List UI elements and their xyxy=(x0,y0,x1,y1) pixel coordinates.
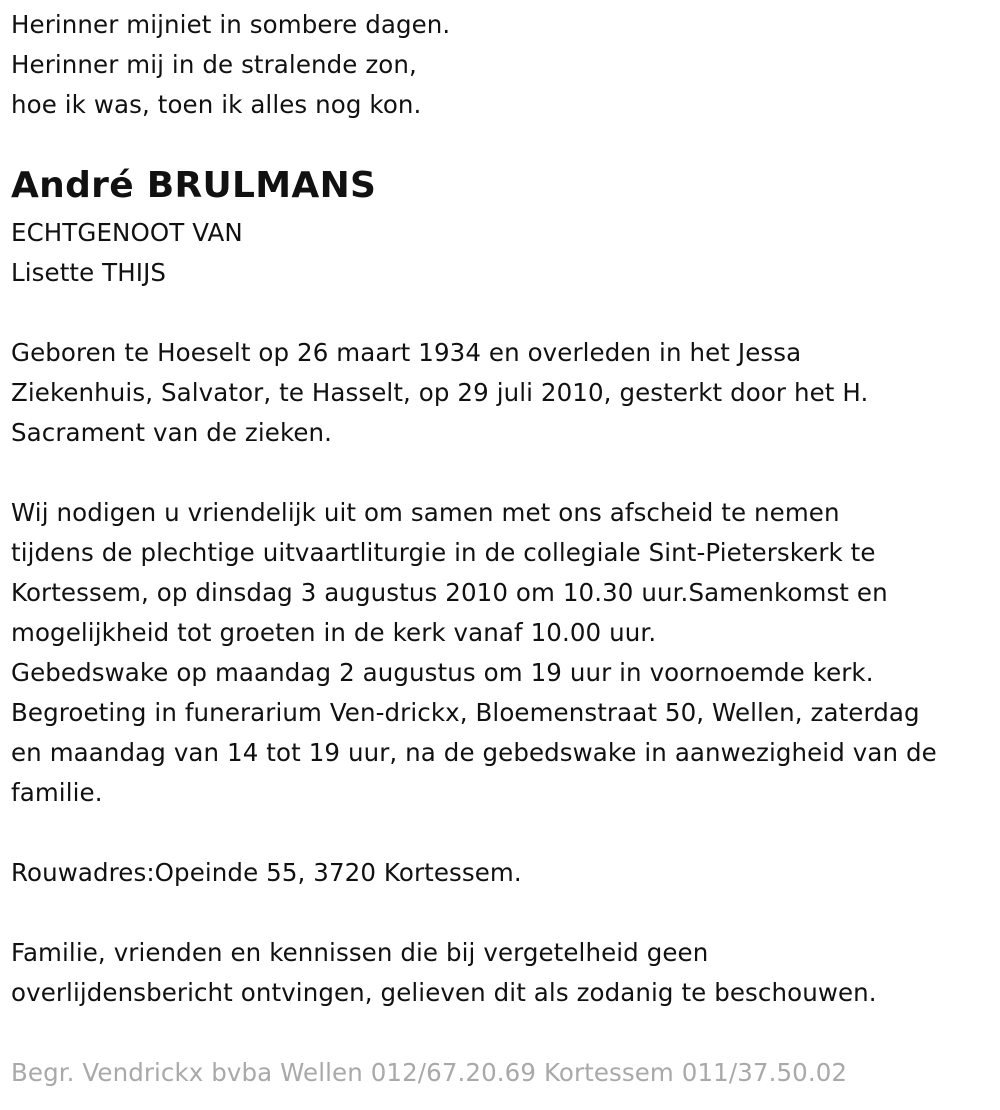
paragraph-line: Geboren te Hoeselt op 26 maart 1934 en overleden in het Jessa xyxy=(11,338,802,367)
paragraph-line: Wij nodigen u vriendelijk uit om samen met ons afscheid te nemen xyxy=(11,498,840,527)
paragraph-line: Sacrament van de zieken. xyxy=(11,418,333,447)
paragraph-line: Begroeting in funerarium Ven-drickx, Bloemenstraat 50, Wellen, zaterdag xyxy=(11,698,920,727)
paragraph-line: mogelijkheid tot groeten in de kerk vanaf 10.00 uur. xyxy=(11,618,657,647)
paragraph-line: familie. xyxy=(11,778,103,807)
poem-line: Herinner mijniet in sombere dagen. xyxy=(11,10,451,39)
spouse-name: Lisette THIJS xyxy=(11,258,167,287)
paragraph-line: Familie, vrienden en kennissen die bij vergetelheid geen xyxy=(11,938,709,967)
relation-label: ECHTGENOOT VAN xyxy=(11,218,243,247)
mourning-address: Rouwadres:Opeinde 55, 3720 Kortessem. xyxy=(11,858,522,887)
paragraph-line: Gebedswake op maandag 2 augustus om 19 uur in voornoemde kerk. xyxy=(11,658,874,687)
deceased-name: André BRULMANS xyxy=(11,165,377,206)
paragraph-line: Ziekenhuis, Salvator, te Hasselt, op 29 juli 2010, gesterkt door het H. xyxy=(11,378,869,407)
poem-line: hoe ik was, toen ik alles nog kon. xyxy=(11,90,422,119)
poem-line: Herinner mij in de stralende zon, xyxy=(11,50,417,79)
paragraph-line: tijdens de plechtige uitvaartliturgie in de collegiale Sint-Pieterskerk te xyxy=(11,538,876,567)
funeral-home-footer: Begr. Vendrickx bvba Wellen 012/67.20.69 Kortessem 011/37.50.02 xyxy=(11,1058,848,1087)
paragraph-line: overlijdensbericht ontvingen, gelieven dit als zodanig te beschouwen. xyxy=(11,978,877,1007)
paragraph-line: en maandag van 14 tot 19 uur, na de gebedswake in aanwezigheid van de xyxy=(11,738,937,767)
paragraph-line: Kortessem, op dinsdag 3 augustus 2010 om 10.30 uur.Samenkomst en xyxy=(11,578,888,607)
